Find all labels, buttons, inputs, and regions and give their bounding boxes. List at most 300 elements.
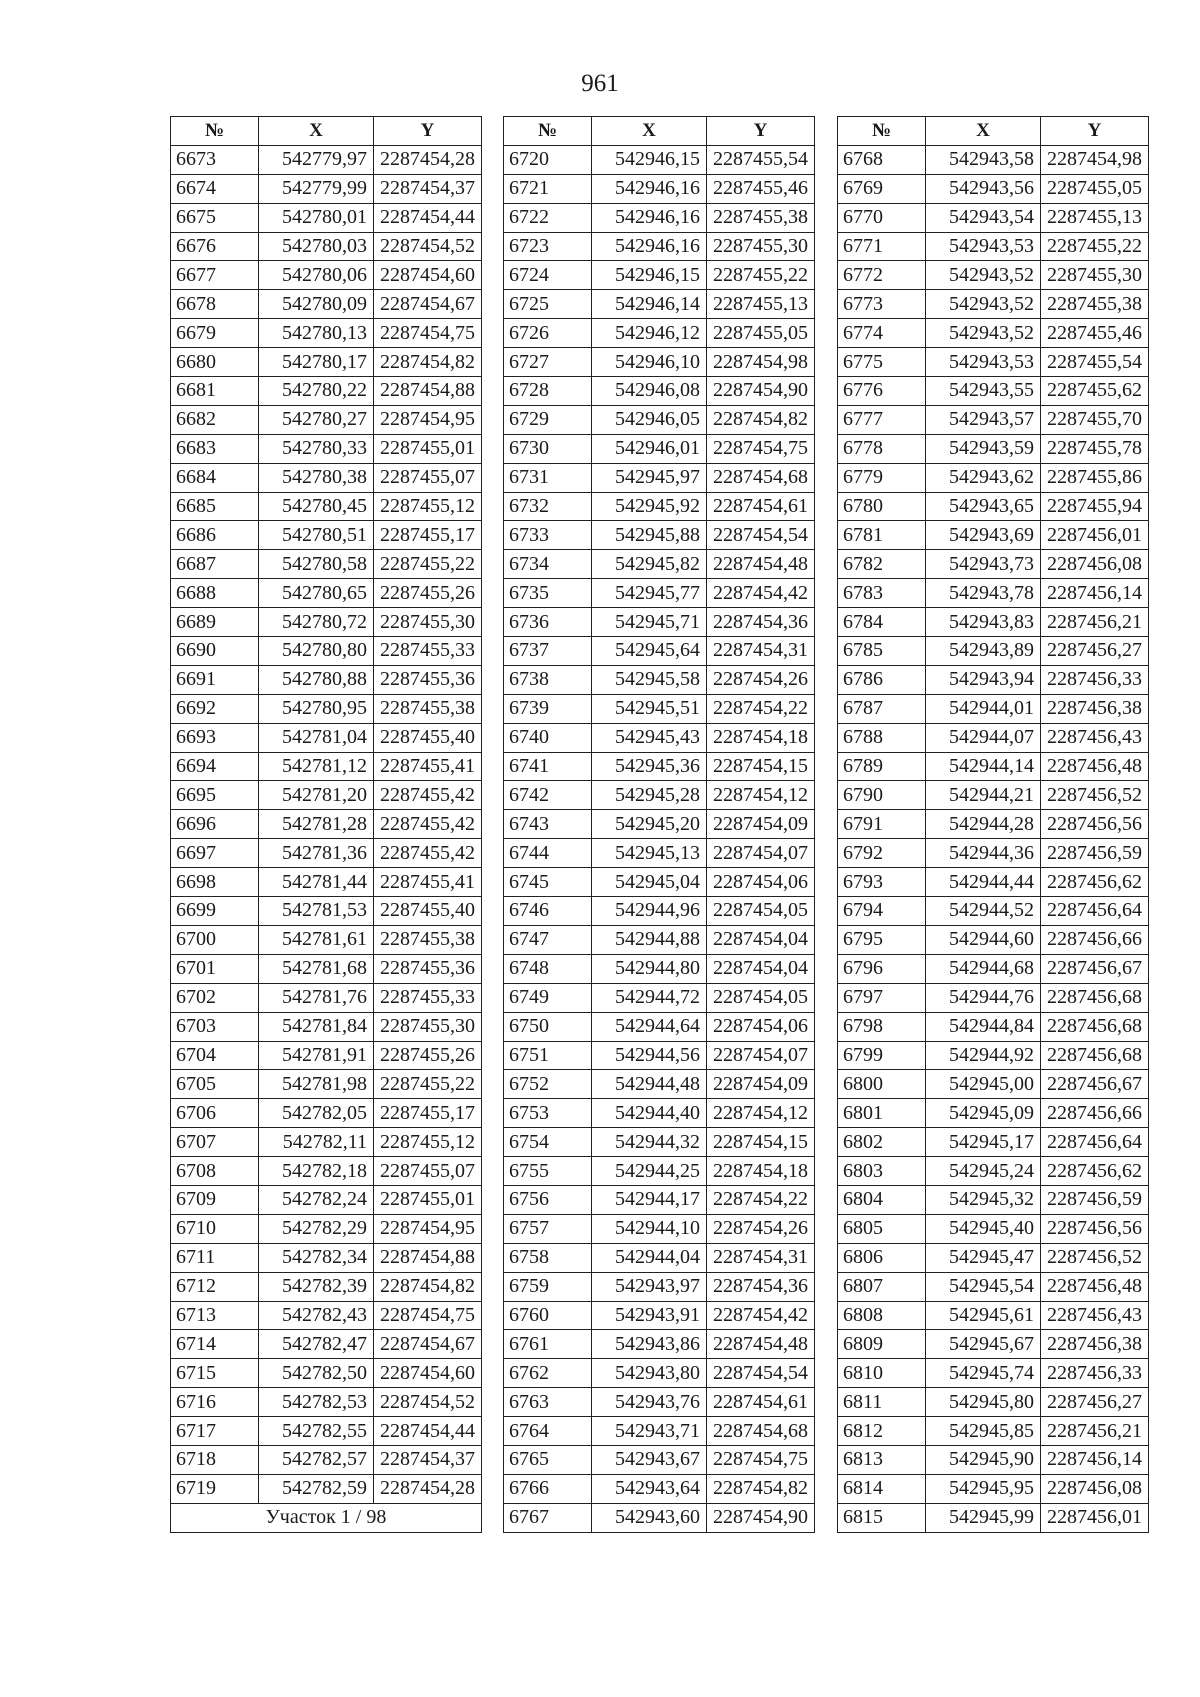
table-row	[838, 868, 1149, 897]
x-coordinate-cell: 542780,65	[259, 579, 374, 608]
x-coordinate-cell: 542945,47	[926, 1243, 1041, 1272]
point-number-cell: 6678	[171, 290, 259, 319]
y-coordinate-cell: 2287454,36	[707, 608, 815, 637]
y-coordinate-cell: 2287454,26	[707, 1214, 815, 1243]
point-number-cell: 6774	[838, 319, 926, 348]
point-number-cell: 6808	[838, 1301, 926, 1330]
x-coordinate-cell: 542782,59	[259, 1474, 374, 1503]
x-coordinate-cell: 542780,45	[259, 492, 374, 521]
x-coordinate-cell: 542781,98	[259, 1070, 374, 1099]
x-coordinate-cell: 542944,88	[592, 925, 707, 954]
table-row	[171, 1128, 482, 1157]
x-coordinate-cell: 542945,00	[926, 1070, 1041, 1099]
table-row	[171, 174, 482, 203]
x-coordinate-cell: 542780,72	[259, 608, 374, 637]
point-number-cell: 6699	[171, 897, 259, 926]
y-coordinate-cell: 2287455,94	[1041, 492, 1149, 521]
point-number-cell: 6797	[838, 983, 926, 1012]
point-number-cell: 6758	[504, 1243, 592, 1272]
y-coordinate-cell: 2287456,43	[1041, 1301, 1149, 1330]
table-row	[838, 983, 1149, 1012]
table-row	[171, 203, 482, 232]
table-row	[504, 579, 815, 608]
table-row	[504, 405, 815, 434]
x-coordinate-cell: 542944,28	[926, 810, 1041, 839]
table-row	[171, 868, 482, 897]
plot-label: Участок 1 / 98	[171, 1503, 482, 1532]
point-number-cell: 6673	[171, 145, 259, 174]
x-coordinate-cell: 542946,15	[592, 145, 707, 174]
x-coordinate-cell: 542944,48	[592, 1070, 707, 1099]
table-row	[171, 232, 482, 261]
point-number-cell: 6702	[171, 983, 259, 1012]
y-coordinate-cell: 2287455,17	[374, 1099, 482, 1128]
y-coordinate-cell: 2287454,22	[707, 1185, 815, 1214]
table-row	[838, 1070, 1149, 1099]
point-number-cell: 6799	[838, 1041, 926, 1070]
header-y: Y	[374, 117, 482, 146]
table-row	[504, 810, 815, 839]
point-number-cell: 6763	[504, 1388, 592, 1417]
y-coordinate-cell: 2287456,21	[1041, 1417, 1149, 1446]
y-coordinate-cell: 2287454,44	[374, 1417, 482, 1446]
table-row	[504, 925, 815, 954]
point-number-cell: 6734	[504, 550, 592, 579]
point-number-cell: 6779	[838, 463, 926, 492]
page-number: 961	[581, 70, 619, 97]
x-coordinate-cell: 542943,86	[592, 1330, 707, 1359]
point-number-cell: 6721	[504, 174, 592, 203]
point-number-cell: 6726	[504, 319, 592, 348]
table-row	[504, 232, 815, 261]
y-coordinate-cell: 2287455,42	[374, 781, 482, 810]
point-number-cell: 6708	[171, 1157, 259, 1186]
table-row	[504, 174, 815, 203]
table-row	[504, 319, 815, 348]
y-coordinate-cell: 2287454,48	[707, 1330, 815, 1359]
x-coordinate-cell: 542943,58	[926, 145, 1041, 174]
x-coordinate-cell: 542943,53	[926, 348, 1041, 377]
y-coordinate-cell: 2287454,68	[707, 1417, 815, 1446]
table-row	[171, 145, 482, 174]
point-number-cell: 6809	[838, 1330, 926, 1359]
y-coordinate-cell: 2287454,75	[374, 319, 482, 348]
y-coordinate-cell: 2287455,30	[374, 1012, 482, 1041]
point-number-cell: 6701	[171, 954, 259, 983]
y-coordinate-cell: 2287456,52	[1041, 781, 1149, 810]
point-number-cell: 6807	[838, 1272, 926, 1301]
table-footer-row	[171, 1503, 482, 1532]
point-number-cell: 6730	[504, 434, 592, 463]
y-coordinate-cell: 2287456,14	[1041, 1445, 1149, 1474]
y-coordinate-cell: 2287455,70	[1041, 405, 1149, 434]
table-row	[171, 839, 482, 868]
x-coordinate-cell: 542780,88	[259, 665, 374, 694]
point-number-cell: 6778	[838, 434, 926, 463]
table-row	[838, 434, 1149, 463]
y-coordinate-cell: 2287454,67	[374, 290, 482, 319]
coordinates-table-3	[837, 116, 1149, 1533]
table-row	[171, 1445, 482, 1474]
y-coordinate-cell: 2287456,68	[1041, 983, 1149, 1012]
table-row	[838, 694, 1149, 723]
y-coordinate-cell: 2287454,61	[707, 1388, 815, 1417]
y-coordinate-cell: 2287455,12	[374, 492, 482, 521]
x-coordinate-cell: 542943,73	[926, 550, 1041, 579]
point-number-cell: 6713	[171, 1301, 259, 1330]
x-coordinate-cell: 542780,58	[259, 550, 374, 579]
point-number-cell: 6769	[838, 174, 926, 203]
x-coordinate-cell: 542780,17	[259, 348, 374, 377]
table-row	[171, 1417, 482, 1446]
point-number-cell: 6772	[838, 261, 926, 290]
x-coordinate-cell: 542946,12	[592, 319, 707, 348]
table-row	[838, 1214, 1149, 1243]
y-coordinate-cell: 2287455,54	[1041, 348, 1149, 377]
table-body	[171, 145, 482, 1503]
y-coordinate-cell: 2287454,09	[707, 1070, 815, 1099]
y-coordinate-cell: 2287456,64	[1041, 897, 1149, 926]
x-coordinate-cell: 542944,52	[926, 897, 1041, 926]
x-coordinate-cell: 542945,40	[926, 1214, 1041, 1243]
point-number-cell: 6731	[504, 463, 592, 492]
table-row	[838, 319, 1149, 348]
point-number-cell: 6785	[838, 637, 926, 666]
x-coordinate-cell: 542945,82	[592, 550, 707, 579]
y-coordinate-cell: 2287454,75	[707, 434, 815, 463]
point-number-cell: 6682	[171, 405, 259, 434]
x-coordinate-cell: 542944,10	[592, 1214, 707, 1243]
point-number-cell: 6677	[171, 261, 259, 290]
point-number-cell: 6697	[171, 839, 259, 868]
x-coordinate-cell: 542780,80	[259, 637, 374, 666]
table-row	[838, 1445, 1149, 1474]
y-coordinate-cell: 2287454,90	[707, 1503, 815, 1532]
table-row	[171, 1301, 482, 1330]
point-number-cell: 6687	[171, 550, 259, 579]
y-coordinate-cell: 2287456,08	[1041, 1474, 1149, 1503]
x-coordinate-cell: 542945,58	[592, 665, 707, 694]
point-number-cell: 6679	[171, 319, 259, 348]
table-body	[504, 145, 815, 1532]
point-number-cell: 6742	[504, 781, 592, 810]
y-coordinate-cell: 2287454,88	[374, 1243, 482, 1272]
y-coordinate-cell: 2287454,68	[707, 463, 815, 492]
x-coordinate-cell: 542943,55	[926, 377, 1041, 406]
point-number-cell: 6735	[504, 579, 592, 608]
x-coordinate-cell: 542943,52	[926, 261, 1041, 290]
table-row	[171, 463, 482, 492]
y-coordinate-cell: 2287454,04	[707, 954, 815, 983]
y-coordinate-cell: 2287456,56	[1041, 1214, 1149, 1243]
table-row	[838, 261, 1149, 290]
y-coordinate-cell: 2287454,95	[374, 1214, 482, 1243]
point-number-cell: 6690	[171, 637, 259, 666]
table-row	[504, 1099, 815, 1128]
x-coordinate-cell: 542943,76	[592, 1388, 707, 1417]
x-coordinate-cell: 542944,01	[926, 694, 1041, 723]
x-coordinate-cell: 542782,43	[259, 1301, 374, 1330]
x-coordinate-cell: 542945,09	[926, 1099, 1041, 1128]
table-row	[504, 1157, 815, 1186]
x-coordinate-cell: 542945,20	[592, 810, 707, 839]
table-row	[838, 1388, 1149, 1417]
table-row	[504, 203, 815, 232]
x-coordinate-cell: 542780,03	[259, 232, 374, 261]
x-coordinate-cell: 542943,89	[926, 637, 1041, 666]
table-header-row	[838, 117, 1149, 146]
table-row	[838, 579, 1149, 608]
header-x: X	[259, 117, 374, 146]
y-coordinate-cell: 2287454,18	[707, 1157, 815, 1186]
x-coordinate-cell: 542943,52	[926, 290, 1041, 319]
point-number-cell: 6811	[838, 1388, 926, 1417]
header-number: №	[838, 117, 926, 146]
table-row	[171, 1474, 482, 1503]
table-row	[504, 492, 815, 521]
y-coordinate-cell: 2287455,42	[374, 810, 482, 839]
x-coordinate-cell: 542780,33	[259, 434, 374, 463]
point-number-cell: 6760	[504, 1301, 592, 1330]
y-coordinate-cell: 2287454,05	[707, 983, 815, 1012]
x-coordinate-cell: 542782,11	[259, 1128, 374, 1157]
y-coordinate-cell: 2287454,36	[707, 1272, 815, 1301]
table-row	[838, 1359, 1149, 1388]
y-coordinate-cell: 2287454,37	[374, 1445, 482, 1474]
point-number-cell: 6684	[171, 463, 259, 492]
table-row	[504, 348, 815, 377]
y-coordinate-cell: 2287456,59	[1041, 839, 1149, 868]
point-number-cell: 6771	[838, 232, 926, 261]
point-number-cell: 6750	[504, 1012, 592, 1041]
x-coordinate-cell: 542944,32	[592, 1128, 707, 1157]
table-row	[504, 1214, 815, 1243]
point-number-cell: 6768	[838, 145, 926, 174]
table-row	[504, 1012, 815, 1041]
x-coordinate-cell: 542781,20	[259, 781, 374, 810]
y-coordinate-cell: 2287456,62	[1041, 868, 1149, 897]
table-row	[171, 608, 482, 637]
table-row	[504, 839, 815, 868]
x-coordinate-cell: 542944,25	[592, 1157, 707, 1186]
y-coordinate-cell: 2287454,22	[707, 694, 815, 723]
y-coordinate-cell: 2287454,52	[374, 232, 482, 261]
table-row	[171, 897, 482, 926]
point-number-cell: 6720	[504, 145, 592, 174]
table-row	[504, 463, 815, 492]
table-row	[171, 1041, 482, 1070]
table-row	[838, 1128, 1149, 1157]
y-coordinate-cell: 2287454,67	[374, 1330, 482, 1359]
x-coordinate-cell: 542782,53	[259, 1388, 374, 1417]
point-number-cell: 6814	[838, 1474, 926, 1503]
point-number-cell: 6764	[504, 1417, 592, 1446]
y-coordinate-cell: 2287456,67	[1041, 954, 1149, 983]
table-row	[838, 521, 1149, 550]
x-coordinate-cell: 542780,06	[259, 261, 374, 290]
point-number-cell: 6794	[838, 897, 926, 926]
x-coordinate-cell: 542780,13	[259, 319, 374, 348]
table-row	[504, 954, 815, 983]
x-coordinate-cell: 542943,83	[926, 608, 1041, 637]
x-coordinate-cell: 542782,18	[259, 1157, 374, 1186]
y-coordinate-cell: 2287455,38	[707, 203, 815, 232]
table-row	[838, 405, 1149, 434]
point-number-cell: 6783	[838, 579, 926, 608]
y-coordinate-cell: 2287454,28	[374, 1474, 482, 1503]
table-row	[504, 290, 815, 319]
x-coordinate-cell: 542780,22	[259, 377, 374, 406]
point-number-cell: 6686	[171, 521, 259, 550]
x-coordinate-cell: 542944,72	[592, 983, 707, 1012]
y-coordinate-cell: 2287456,48	[1041, 1272, 1149, 1301]
table-row	[171, 261, 482, 290]
point-number-cell: 6703	[171, 1012, 259, 1041]
point-number-cell: 6743	[504, 810, 592, 839]
point-number-cell: 6801	[838, 1099, 926, 1128]
x-coordinate-cell: 542944,17	[592, 1185, 707, 1214]
x-coordinate-cell: 542780,01	[259, 203, 374, 232]
x-coordinate-cell: 542943,91	[592, 1301, 707, 1330]
x-coordinate-cell: 542943,60	[592, 1503, 707, 1532]
point-number-cell: 6711	[171, 1243, 259, 1272]
table-row	[171, 1272, 482, 1301]
table-row	[838, 1272, 1149, 1301]
y-coordinate-cell: 2287456,21	[1041, 608, 1149, 637]
y-coordinate-cell: 2287454,15	[707, 752, 815, 781]
y-coordinate-cell: 2287455,38	[374, 694, 482, 723]
x-coordinate-cell: 542943,57	[926, 405, 1041, 434]
table-header-row	[504, 117, 815, 146]
y-coordinate-cell: 2287454,60	[374, 261, 482, 290]
point-number-cell: 6788	[838, 723, 926, 752]
x-coordinate-cell: 542945,13	[592, 839, 707, 868]
point-number-cell: 6724	[504, 261, 592, 290]
table-row	[838, 608, 1149, 637]
x-coordinate-cell: 542781,28	[259, 810, 374, 839]
y-coordinate-cell: 2287456,52	[1041, 1243, 1149, 1272]
y-coordinate-cell: 2287454,31	[707, 637, 815, 666]
x-coordinate-cell: 542945,04	[592, 868, 707, 897]
point-number-cell: 6747	[504, 925, 592, 954]
table-row	[838, 203, 1149, 232]
y-coordinate-cell: 2287454,42	[707, 579, 815, 608]
y-coordinate-cell: 2287454,07	[707, 1041, 815, 1070]
point-number-cell: 6689	[171, 608, 259, 637]
y-coordinate-cell: 2287455,86	[1041, 463, 1149, 492]
y-coordinate-cell: 2287454,06	[707, 868, 815, 897]
point-number-cell: 6688	[171, 579, 259, 608]
x-coordinate-cell: 542945,80	[926, 1388, 1041, 1417]
y-coordinate-cell: 2287456,66	[1041, 1099, 1149, 1128]
y-coordinate-cell: 2287454,90	[707, 377, 815, 406]
point-number-cell: 6733	[504, 521, 592, 550]
y-coordinate-cell: 2287456,27	[1041, 637, 1149, 666]
table-row	[504, 1503, 815, 1532]
x-coordinate-cell: 542780,27	[259, 405, 374, 434]
y-coordinate-cell: 2287456,67	[1041, 1070, 1149, 1099]
x-coordinate-cell: 542946,01	[592, 434, 707, 463]
table-row	[838, 1301, 1149, 1330]
y-coordinate-cell: 2287456,38	[1041, 1330, 1149, 1359]
y-coordinate-cell: 2287456,33	[1041, 665, 1149, 694]
table-row	[504, 550, 815, 579]
point-number-cell: 6787	[838, 694, 926, 723]
x-coordinate-cell: 542943,71	[592, 1417, 707, 1446]
point-number-cell: 6696	[171, 810, 259, 839]
table-header-row	[171, 117, 482, 146]
x-coordinate-cell: 542944,36	[926, 839, 1041, 868]
point-number-cell: 6751	[504, 1041, 592, 1070]
x-coordinate-cell: 542944,76	[926, 983, 1041, 1012]
point-number-cell: 6776	[838, 377, 926, 406]
y-coordinate-cell: 2287454,98	[1041, 145, 1149, 174]
table-row	[838, 637, 1149, 666]
y-coordinate-cell: 2287454,82	[374, 1272, 482, 1301]
table-row	[838, 1474, 1149, 1503]
table-row	[504, 521, 815, 550]
point-number-cell: 6741	[504, 752, 592, 781]
x-coordinate-cell: 542944,21	[926, 781, 1041, 810]
y-coordinate-cell: 2287454,31	[707, 1243, 815, 1272]
x-coordinate-cell: 542943,54	[926, 203, 1041, 232]
x-coordinate-cell: 542782,50	[259, 1359, 374, 1388]
y-coordinate-cell: 2287454,04	[707, 925, 815, 954]
y-coordinate-cell: 2287455,12	[374, 1128, 482, 1157]
x-coordinate-cell: 542781,36	[259, 839, 374, 868]
x-coordinate-cell: 542781,91	[259, 1041, 374, 1070]
y-coordinate-cell: 2287455,40	[374, 897, 482, 926]
y-coordinate-cell: 2287454,75	[707, 1445, 815, 1474]
y-coordinate-cell: 2287455,33	[374, 983, 482, 1012]
point-number-cell: 6695	[171, 781, 259, 810]
y-coordinate-cell: 2287454,28	[374, 145, 482, 174]
table-row	[171, 665, 482, 694]
table-row	[838, 550, 1149, 579]
point-number-cell: 6759	[504, 1272, 592, 1301]
x-coordinate-cell: 542944,04	[592, 1243, 707, 1272]
point-number-cell: 6800	[838, 1070, 926, 1099]
table-row	[838, 752, 1149, 781]
x-coordinate-cell: 542781,44	[259, 868, 374, 897]
point-number-cell: 6812	[838, 1417, 926, 1446]
point-number-cell: 6804	[838, 1185, 926, 1214]
table-row	[838, 781, 1149, 810]
y-coordinate-cell: 2287454,82	[707, 405, 815, 434]
point-number-cell: 6762	[504, 1359, 592, 1388]
table-row	[838, 348, 1149, 377]
y-coordinate-cell: 2287455,13	[707, 290, 815, 319]
table-row	[504, 145, 815, 174]
table-row	[504, 261, 815, 290]
x-coordinate-cell: 542945,71	[592, 608, 707, 637]
y-coordinate-cell: 2287456,01	[1041, 521, 1149, 550]
x-coordinate-cell: 542944,60	[926, 925, 1041, 954]
x-coordinate-cell: 542782,05	[259, 1099, 374, 1128]
y-coordinate-cell: 2287455,36	[374, 665, 482, 694]
point-number-cell: 6683	[171, 434, 259, 463]
x-coordinate-cell: 542945,67	[926, 1330, 1041, 1359]
y-coordinate-cell: 2287455,46	[707, 174, 815, 203]
point-number-cell: 6729	[504, 405, 592, 434]
x-coordinate-cell: 542945,99	[926, 1503, 1041, 1532]
point-number-cell: 6732	[504, 492, 592, 521]
y-coordinate-cell: 2287455,46	[1041, 319, 1149, 348]
table-row	[838, 1185, 1149, 1214]
x-coordinate-cell: 542945,97	[592, 463, 707, 492]
x-coordinate-cell: 542782,39	[259, 1272, 374, 1301]
x-coordinate-cell: 542781,04	[259, 723, 374, 752]
